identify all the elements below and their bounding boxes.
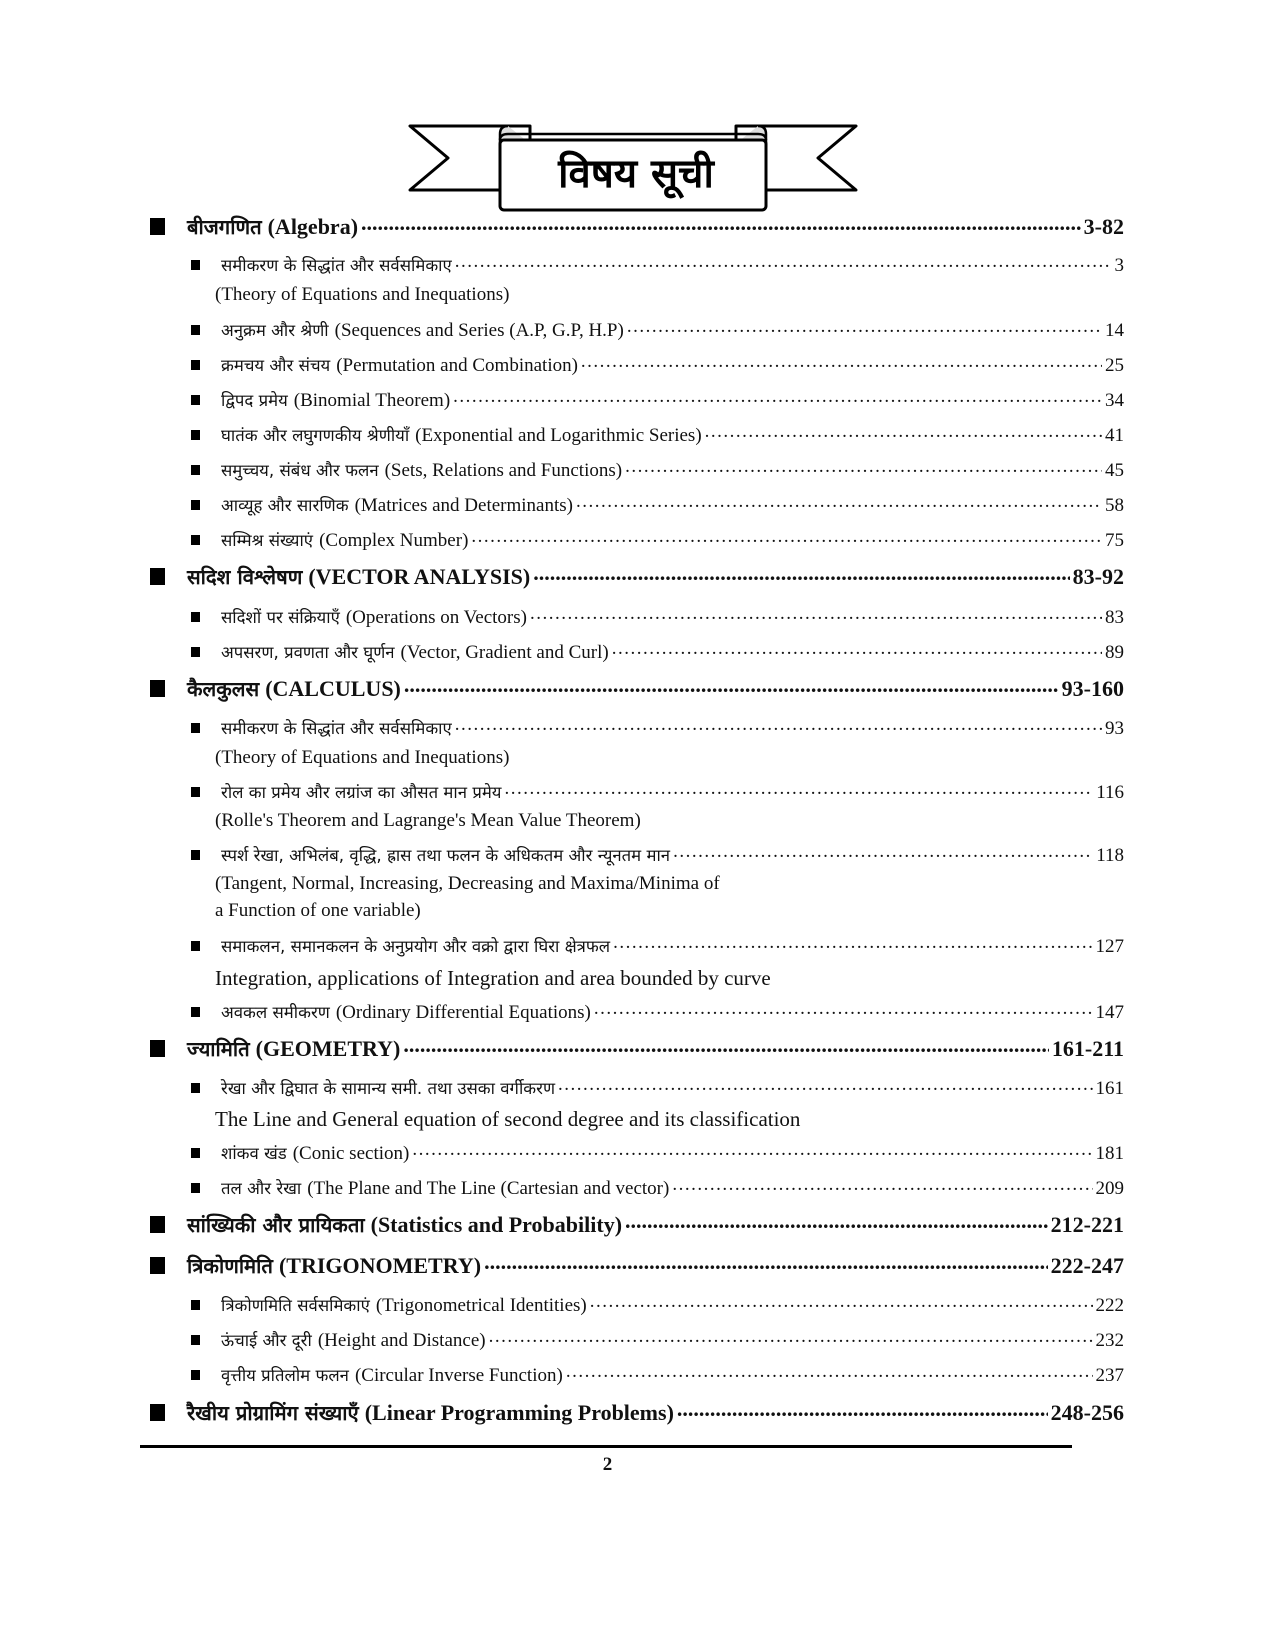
item-title-hindi: वृत्तीय प्रतिलोम फलन	[221, 1365, 349, 1385]
dot-leader	[489, 1327, 1093, 1346]
item-page-number: 58	[1105, 495, 1124, 516]
dot-leader	[533, 562, 1069, 584]
section-title-hindi: रैखीय प्रोग्रामिंग संख्याएँ	[187, 1401, 359, 1425]
item-subtitle-english: The Line and General equation of second degree and its classification	[215, 1107, 801, 1131]
item-title-hindi: सदिशों पर संक्रियाएँ	[221, 607, 340, 627]
section-title-english: (VECTOR ANALYSIS)	[308, 564, 531, 589]
dot-leader	[403, 1034, 1049, 1056]
item-bullet-icon	[191, 1370, 200, 1380]
toc-item-row[interactable]	[191, 639, 1124, 664]
item-bullet-icon	[191, 723, 200, 733]
item-bullet-icon	[191, 260, 200, 270]
toc-item-row[interactable]	[191, 492, 1124, 517]
item-page-number: 34	[1105, 390, 1124, 411]
item-title-english: (Matrices and Determinants)	[354, 495, 573, 516]
item-page-number: 118	[1096, 845, 1124, 866]
item-page-number: 45	[1105, 460, 1124, 481]
item-page-number: 237	[1095, 1365, 1124, 1386]
item-bullet-icon	[191, 360, 200, 370]
item-title-hindi: समाकलन, समानकलन के अनुप्रयोग और वक्रो द्वारा घिरा क्षेत्रफल	[221, 936, 611, 956]
item-bullet-icon	[191, 941, 200, 951]
dot-leader	[590, 1292, 1093, 1311]
toc-section-row[interactable]	[150, 1034, 1124, 1062]
item-title-hindi: तल और रेखा	[221, 1178, 302, 1198]
footer-rule	[140, 1445, 1072, 1448]
section-bullet-icon	[150, 1404, 165, 1421]
section-title-english: (Statistics and Probability)	[370, 1212, 623, 1237]
item-bullet-icon	[191, 395, 200, 405]
item-bullet-icon	[191, 1335, 200, 1345]
item-title-hindi: त्रिकोणमिति सर्वसमिकाएं	[221, 1295, 370, 1315]
dot-leader	[705, 422, 1102, 441]
dot-leader	[613, 933, 1092, 952]
toc-item-row[interactable]	[191, 422, 1124, 447]
item-title-hindi: रोल का प्रमेय और लग्रांज का औसत मान प्रमेय	[221, 782, 502, 802]
page-number: 2	[602, 1454, 613, 1475]
toc-item-row[interactable]	[191, 387, 1124, 412]
section-bullet-icon	[150, 1040, 165, 1057]
dot-leader	[625, 1210, 1048, 1232]
item-page-number: 93	[1105, 718, 1124, 739]
dot-leader	[576, 492, 1102, 511]
section-title-english: (Linear Programming Problems)	[364, 1400, 674, 1425]
dot-leader	[673, 842, 1093, 861]
item-bullet-icon	[191, 1183, 200, 1193]
item-bullet-icon	[191, 612, 200, 622]
item-page-number: 89	[1105, 642, 1124, 663]
item-title-hindi: घातंक और लघुगणकीय श्रेणीयाँ	[221, 425, 410, 445]
item-page-number: 14	[1105, 320, 1124, 341]
item-title-hindi: समीकरण के सिद्धांत और सर्वसमिकाए	[221, 255, 452, 275]
dot-leader	[404, 674, 1059, 696]
section-title-hindi: त्रिकोणमिति	[187, 1254, 273, 1278]
item-title-hindi: अपसरण, प्रवणता और घूर्णन	[221, 642, 395, 662]
section-title-hindi: बीजगणित	[187, 215, 262, 239]
item-title-english: (Circular Inverse Function)	[354, 1365, 563, 1386]
toc-item-row[interactable]	[191, 252, 1124, 277]
item-title-english: (Exponential and Logarithmic Series)	[415, 425, 702, 446]
toc-item-row[interactable]	[191, 457, 1124, 482]
item-title-hindi: द्विपद प्रमेय	[221, 390, 288, 410]
dot-leader	[677, 1398, 1048, 1420]
item-title-english: (Conic section)	[292, 1143, 410, 1164]
toc-item-row[interactable]	[191, 933, 1124, 958]
item-bullet-icon	[191, 430, 200, 440]
toc-item-row[interactable]	[191, 1075, 1124, 1100]
item-title-hindi: सम्मिश्र संख्याएं	[221, 530, 314, 550]
dot-leader	[625, 457, 1102, 476]
item-subtitle-english: (Rolle's Theorem and Lagrange's Mean Value Theorem)	[215, 810, 641, 831]
section-bullet-icon	[150, 680, 165, 697]
item-page-number: 209	[1095, 1178, 1124, 1199]
dot-leader	[581, 352, 1102, 371]
item-title-hindi: समीकरण के सिद्धांत और सर्वसमिकाए	[221, 718, 452, 738]
item-title-hindi: ऊंचाई और दूरी	[221, 1330, 312, 1350]
section-title-hindi: सांख्यिकी और प्रायिकता	[187, 1213, 365, 1237]
dot-leader	[505, 779, 1094, 798]
item-title-english: (Vector, Gradient and Curl)	[400, 642, 609, 663]
item-title-hindi: स्पर्श रेखा, अभिलंब, वृद्धि, ह्रास तथा फलन के अधिकतम और न्यूनतम मान	[221, 845, 671, 865]
item-bullet-icon	[191, 325, 200, 335]
section-page-range: 248-256	[1050, 1400, 1124, 1425]
toc-item-row[interactable]	[191, 317, 1124, 342]
dot-leader	[594, 999, 1093, 1018]
item-bullet-icon	[191, 850, 200, 860]
section-page-range: 161-211	[1051, 1036, 1124, 1061]
toc-item-row[interactable]	[191, 604, 1124, 629]
item-page-number: 41	[1105, 425, 1124, 446]
toc-item-row[interactable]	[191, 1362, 1124, 1387]
item-bullet-icon	[191, 1300, 200, 1310]
section-page-range: 222-247	[1050, 1253, 1124, 1278]
item-bullet-icon	[191, 465, 200, 475]
section-title-hindi: कैलकुलस	[187, 677, 260, 701]
dot-leader	[627, 317, 1102, 336]
toc-item-row[interactable]	[191, 1327, 1124, 1352]
toc-section-row[interactable]	[150, 562, 1124, 590]
toc-section-row[interactable]	[150, 212, 1124, 240]
item-title-english: (Sequences and Series (A.P, G.P, H.P)	[334, 320, 624, 341]
item-page-number: 232	[1095, 1330, 1124, 1351]
item-page-number: 222	[1095, 1295, 1124, 1316]
item-title-english: (Sets, Relations and Functions)	[384, 460, 623, 481]
toc-item-row[interactable]	[191, 779, 1124, 804]
dot-leader	[530, 604, 1102, 623]
section-title-english: (CALCULUS)	[265, 676, 401, 701]
item-bullet-icon	[191, 787, 200, 797]
item-page-number: 83	[1105, 607, 1124, 628]
item-subtitle-english: Integration, applications of Integration and area bounded by curve	[215, 966, 771, 990]
dot-leader	[672, 1175, 1092, 1194]
toc-item-row[interactable]	[191, 1175, 1124, 1200]
toc-section-row[interactable]	[150, 1210, 1124, 1238]
item-bullet-icon	[191, 1148, 200, 1158]
toc-item-row[interactable]	[191, 999, 1124, 1024]
toc-item-row[interactable]	[191, 527, 1124, 552]
item-bullet-icon	[191, 647, 200, 657]
toc-item-row[interactable]	[191, 715, 1124, 740]
item-title-english: (The Plane and The Line (Cartesian and vector)	[307, 1178, 670, 1199]
toc-item-row[interactable]	[191, 1140, 1124, 1165]
item-page-number: 127	[1095, 936, 1124, 957]
section-title-english: (GEOMETRY)	[255, 1036, 401, 1061]
item-title-english: (Height and Distance)	[317, 1330, 486, 1351]
item-page-number: 161	[1095, 1078, 1124, 1099]
item-subtitle-english: (Theory of Equations and Inequations)	[215, 747, 510, 768]
item-title-hindi: शांकव खंड	[221, 1143, 287, 1163]
item-bullet-icon	[191, 500, 200, 510]
section-title-english: (Algebra)	[267, 214, 359, 239]
dot-leader	[412, 1140, 1092, 1159]
section-bullet-icon	[150, 218, 165, 235]
section-bullet-icon	[150, 568, 165, 585]
toc-item-row[interactable]	[191, 1292, 1124, 1317]
item-bullet-icon	[191, 535, 200, 545]
page-title: विषय सूची	[558, 150, 714, 197]
dot-leader	[455, 715, 1102, 734]
toc-section-row[interactable]	[150, 1251, 1124, 1279]
toc-item-row[interactable]	[191, 352, 1124, 377]
section-page-range: 83-92	[1072, 564, 1124, 589]
dot-leader	[455, 252, 1112, 271]
toc-section-row[interactable]	[150, 1398, 1124, 1426]
item-title-hindi: अनुक्रम और श्रेणी	[221, 320, 329, 340]
item-page-number: 116	[1096, 782, 1124, 803]
section-title-hindi: ज्यामिति	[187, 1037, 250, 1061]
section-title-hindi: सदिश विश्लेषण	[187, 565, 303, 589]
section-title-english: (TRIGONOMETRY)	[278, 1253, 482, 1278]
item-title-hindi: समुच्चय, संबंध और फलन	[221, 460, 379, 480]
section-page-range: 212-221	[1050, 1212, 1124, 1237]
dot-leader	[453, 387, 1102, 406]
title-banner	[408, 122, 858, 214]
toc-item-row[interactable]	[191, 842, 1124, 867]
item-subtitle-english-continued: a Function of one variable)	[215, 900, 421, 921]
section-page-range: 3-82	[1083, 214, 1124, 239]
item-title-hindi: अवकल समीकरण	[221, 1002, 330, 1022]
item-title-english: (Complex Number)	[319, 530, 469, 551]
item-subtitle-english: (Tangent, Normal, Increasing, Decreasing and Maxima/Minima of	[215, 873, 720, 894]
item-title-english: (Operations on Vectors)	[345, 607, 527, 628]
section-bullet-icon	[150, 1216, 165, 1233]
dot-leader	[566, 1362, 1093, 1381]
item-bullet-icon	[191, 1083, 200, 1093]
dot-leader	[484, 1251, 1048, 1273]
section-bullet-icon	[150, 1257, 165, 1274]
item-page-number: 75	[1105, 530, 1124, 551]
section-page-range: 93-160	[1061, 676, 1124, 701]
dot-leader	[361, 212, 1081, 234]
item-title-hindi: क्रमचय और संचय	[221, 355, 331, 375]
item-page-number: 181	[1095, 1143, 1124, 1164]
item-title-english: (Permutation and Combination)	[336, 355, 578, 376]
item-subtitle-english: (Theory of Equations and Inequations)	[215, 284, 510, 305]
item-title-hindi: आव्यूह और सारणिक	[221, 495, 349, 515]
item-title-hindi: रेखा और द्विघात के सामान्य समी. तथा उसका वर्गीकरण	[221, 1078, 556, 1098]
item-bullet-icon	[191, 1007, 200, 1017]
item-title-english: (Binomial Theorem)	[293, 390, 451, 411]
item-title-english: (Ordinary Differential Equations)	[335, 1002, 591, 1023]
item-page-number: 147	[1095, 1002, 1124, 1023]
dot-leader	[558, 1075, 1092, 1094]
dot-leader	[471, 527, 1102, 546]
item-title-english: (Trigonometrical Identities)	[375, 1295, 587, 1316]
item-page-number: 3	[1114, 255, 1124, 276]
toc-section-row[interactable]	[150, 674, 1124, 702]
dot-leader	[612, 639, 1102, 658]
item-page-number: 25	[1105, 355, 1124, 376]
